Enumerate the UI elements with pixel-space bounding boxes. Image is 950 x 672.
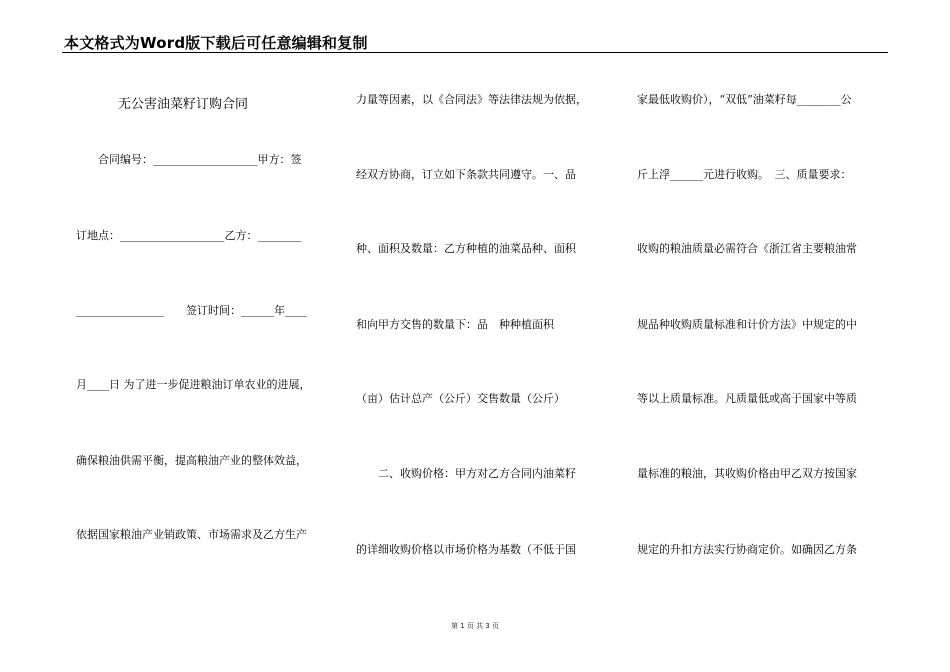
text-line: 等以上质量标准。凡质量低或高于国家中等质: [637, 392, 857, 405]
text-line: 种、面积及数量：乙方种植的油菜品种、面积: [356, 242, 576, 255]
text-line: 和向甲方交售的数量下：品 种种植面积: [356, 318, 554, 331]
text-column-1: [76, 0, 328, 672]
header-title: 本文格式为Word版下载后可任意编辑和复制: [64, 34, 368, 52]
text-line: 斤上浮______元进行收购。 三、质量要求：: [637, 168, 852, 181]
page-number: 第 1 页 共 3 页: [450, 622, 500, 630]
text-line: 二、收购价格：甲方对乙方合同内油菜籽: [356, 467, 576, 480]
text-line: 力量等因素，以《合同法》等法律法规为依据，: [356, 93, 587, 106]
text-line: 规品种收购质量标准和计价方法》中规定的中: [637, 318, 857, 331]
text-line: 订地点：___________________乙方：________: [76, 229, 302, 242]
text-line: 合同编号：___________________甲方：签: [76, 153, 302, 166]
text-line: 确保粮油供需平衡，提高粮油产业的整体效益，: [76, 454, 307, 467]
text-line: 家最低收购价），“双低”油菜籽每________公: [637, 93, 852, 106]
text-line: ________________ 签订时间：______年____: [76, 304, 307, 317]
document-title: 无公害油菜籽订购合同: [118, 97, 249, 112]
text-column-3: [637, 0, 889, 672]
text-line: 收购的粮油质量必需符合《浙江省主要粮油常: [637, 242, 857, 255]
text-line: （亩）估计总产（公斤）交售数量（公斤）: [356, 392, 565, 405]
text-line: 规定的升扣方法实行协商定价。如确因乙方条: [637, 543, 857, 556]
text-line: 依据国家粮油产业销政策、市场需求及乙方生产: [76, 528, 307, 541]
text-line: 的详细收购价格以市场价格为基数（不低于国: [356, 543, 576, 556]
text-line: 量标准的粮油，其收购价格由甲乙双方按国家: [637, 467, 857, 480]
text-line: 月____日 为了进一步促进粮油订单农业的进展，: [76, 378, 311, 391]
text-line: 经双方协商，订立如下条款共同遵守。一、品: [356, 168, 576, 181]
text-column-2: [356, 0, 608, 672]
